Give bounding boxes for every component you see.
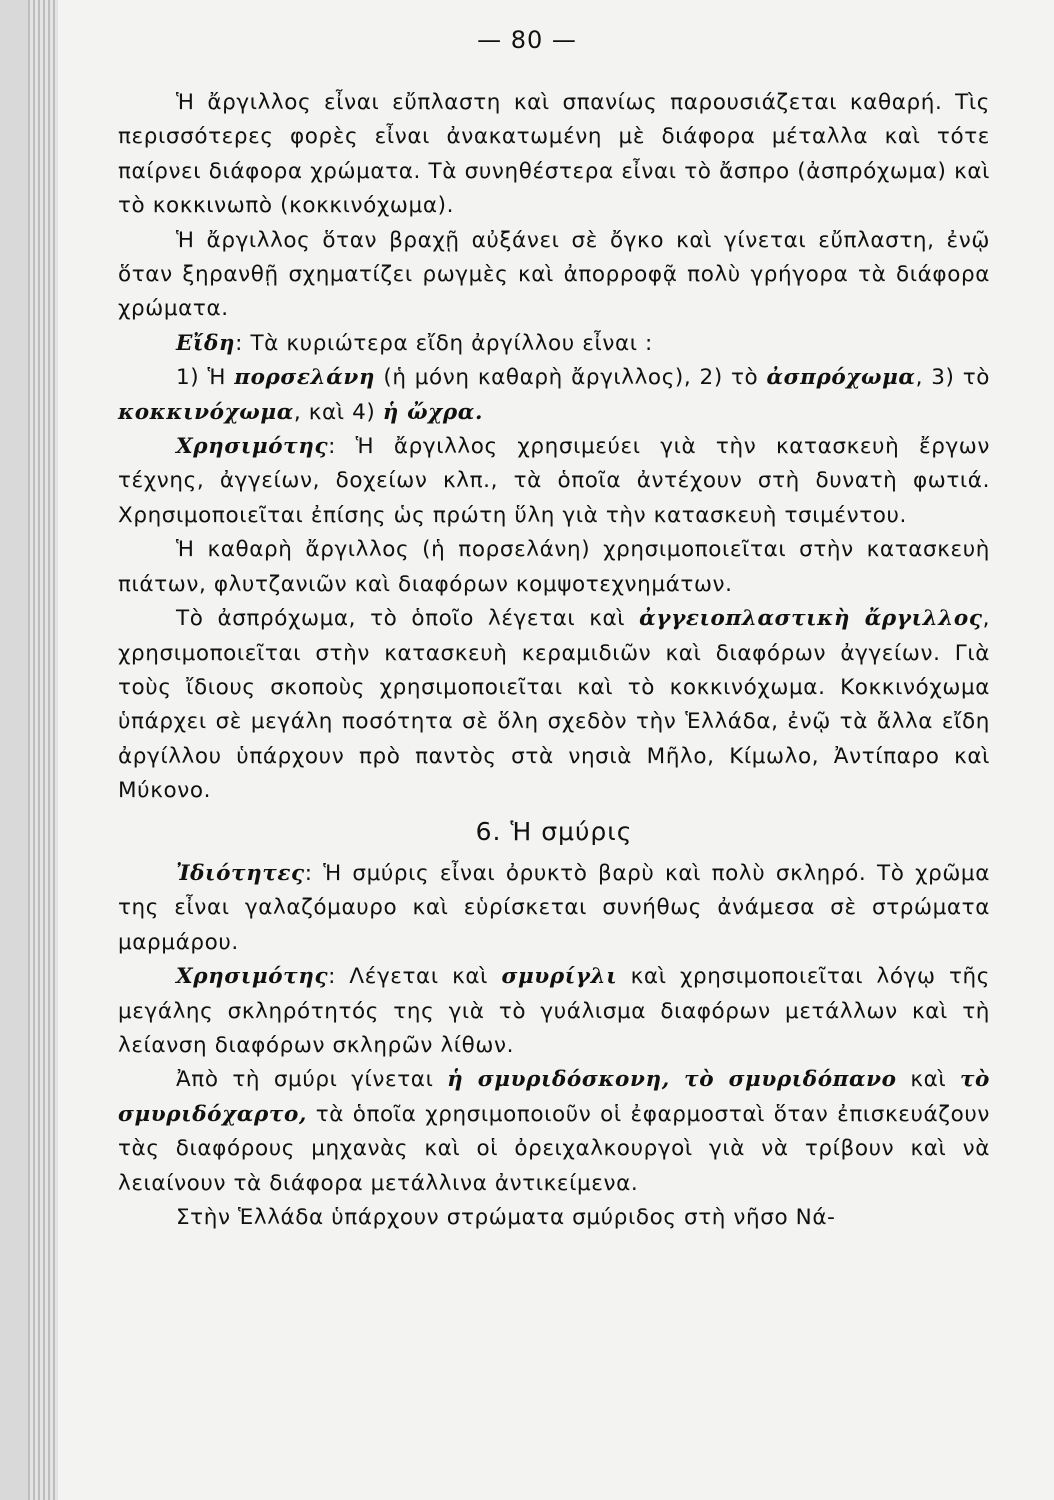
text-run: , καὶ 4) bbox=[293, 399, 383, 425]
emphasized-term: σμυρίγλι bbox=[501, 964, 618, 990]
text-run: Τὸ ἀσπρόχωμα, τὸ ὁποῖο λέγεται καὶ bbox=[176, 606, 640, 632]
text-run: , χρησιμοποιεῖται στὴν κατασκευὴ κεραμιδιῶν καὶ διαφόρων ἀγγείων. Γιὰ τοὺς ἴδιους σκοποὺς χρησιμοποιεῖται καὶ τὸ κοκκινόχωμα. Κοκκινόχωμα ὑπάρχει σὲ μεγάλη ποσότητα σὲ ὅλη σχεδὸν τὴν Ἑλλάδα, ἐνῷ τὰ ἄλλα εἴδη ἀργίλλου ὑπάρχουν πρὸ παντὸς στὰ νησιὰ Μῆλο, Κίμωλο, Ἀντίπαρο καὶ Μύκονο. bbox=[118, 606, 990, 804]
section-heading: 6. Ἡ σμύρις bbox=[475, 816, 633, 846]
text-run: τὰ ὁποῖα χρησιμοποιοῦν οἱ ἐφαρμοσταὶ ὅταν ἐπισκευάζουν τὰς διαφόρους μηχανὰς καὶ οἱ ὀρειχαλκουργοὶ γιὰ νὰ τρίβουν καὶ νὰ λειαίνουν τὰ διάφορα μετάλλινα ἀντικείμενα. bbox=[118, 1101, 990, 1196]
paragraph bbox=[118, 960, 990, 1063]
text-run: 1) Ἡ bbox=[176, 365, 235, 391]
text-run: καὶ χρησιμοποιεῖται λόγῳ τῆς μεγάλης σκληρότητός της γιὰ τὸ γυάλισμα διαφόρων μετάλλων καὶ τὴ λείανση διαφόρων σκληρῶν λίθων. bbox=[118, 964, 990, 1058]
paragraph bbox=[118, 86, 990, 224]
section-clay bbox=[118, 86, 990, 809]
text-run: Ἡ ἄργιλλος ὅταν βραχῇ αὐξάνει σὲ ὄγκο καὶ γίνεται εὔπλαστη, ἐνῷ ὅταν ξηρανθῇ σχηματίζει ρωγμὲς καὶ ἀπορροφᾷ πολὺ γρήγορα τὰ διάφορα χρώματα. bbox=[118, 227, 990, 322]
body-text bbox=[118, 86, 990, 1235]
emphasized-term: ἀγγειοπλαστικὴ ἄργιλλος bbox=[639, 606, 983, 632]
text-run: Στὴν Ἑλλάδα ὑπάρχουν στρώματα σμύριδος στὴ νῆσο Νά- bbox=[176, 1205, 836, 1230]
text-run: Ἀπὸ τὴ σμύρι γίνεται bbox=[176, 1067, 448, 1093]
text-run: : Λέγεται καὶ bbox=[328, 964, 502, 990]
text-run: : Τὰ κυριώτερα εἴδη ἀργίλλου εἶναι : bbox=[235, 330, 653, 356]
emphasized-term: πορσελάνη bbox=[234, 365, 376, 391]
paragraph bbox=[118, 224, 990, 327]
page-edge bbox=[28, 0, 58, 1500]
emphasized-term: κοκκινόχωμα bbox=[118, 399, 294, 425]
emphasized-term: Ἰδιότητες bbox=[176, 860, 305, 886]
text-run: : Ἡ ἄργιλλος χρησιμεύει γιὰ τὴν κατασκευὴ ἔργων τέχνης, ἀγγείων, δοχείων κλπ., τὰ ὁποῖα ἀντέχουν στὴ δυνατὴ φωτιά. Χρησιμοποιεῖται ἐπίσης ὡς πρώτη ὕλη γιὰ τὴν κατασκευὴ τσιμέντου. bbox=[118, 434, 990, 528]
section-emery bbox=[118, 857, 990, 1235]
emphasized-term: τὸ σμυριδόχαρτο, bbox=[118, 1067, 990, 1127]
text-run: Ἡ καθαρὴ ἄργιλλος (ἡ πορσελάνη) χρησιμοποιεῖται στὴν κατασκευὴ πιάτων, φλυτζανιῶν καὶ διαφόρων κομψοτεχνημάτων. bbox=[118, 537, 990, 597]
paragraph bbox=[118, 533, 990, 602]
paragraph bbox=[118, 1063, 990, 1201]
emphasized-term: Χρησιμότης bbox=[176, 434, 329, 460]
text-run: καὶ bbox=[896, 1067, 960, 1093]
paragraph bbox=[118, 602, 990, 808]
emphasized-term: Εἴδη bbox=[176, 330, 236, 356]
page-number: — 80 — bbox=[477, 26, 577, 54]
paragraph bbox=[118, 857, 990, 960]
paragraph bbox=[118, 361, 990, 430]
text-run: : Ἡ σμύρις εἶναι ὀρυκτὸ βαρὺ καὶ πολὺ σκληρό. Τὸ χρῶμα της εἶναι γαλαζόμαυρο καὶ εὑρίσκεται συνήθως ἀνάμεσα σὲ στρώματα μαρμάρου. bbox=[118, 860, 990, 955]
text-run: (ἡ μόνη καθαρὴ ἄργιλλος), 2) τὸ bbox=[375, 365, 767, 391]
text-run: , 3) τὸ bbox=[915, 365, 991, 391]
emphasized-term: ἡ σμυριδόσκονη, τὸ σμυριδόπανο bbox=[447, 1067, 897, 1093]
emphasized-term: Χρησιμότης bbox=[176, 964, 329, 990]
paragraph bbox=[118, 1201, 990, 1235]
paragraph bbox=[118, 430, 990, 533]
text-run: Ἡ ἄργιλλος εἶναι εὔπλαστη καὶ σπανίως παρουσιάζεται καθαρή. Τὶς περισσότερες φορὲς εἶναι ἀνακατωμένη μὲ διάφορα μέταλλα καὶ τότε παίρνει διάφορα χρώματα. Τὰ συνηθέστερα εἶναι τὸ ἄσπρο (ἀσπρόχωμα) καὶ τὸ κοκκινωπὸ (κοκκινόχωμα). bbox=[118, 90, 990, 219]
paragraph bbox=[118, 327, 990, 361]
emphasized-term: ἡ ὤχρα. bbox=[382, 399, 484, 425]
emphasized-term: ἀσπρόχωμα bbox=[766, 365, 916, 391]
